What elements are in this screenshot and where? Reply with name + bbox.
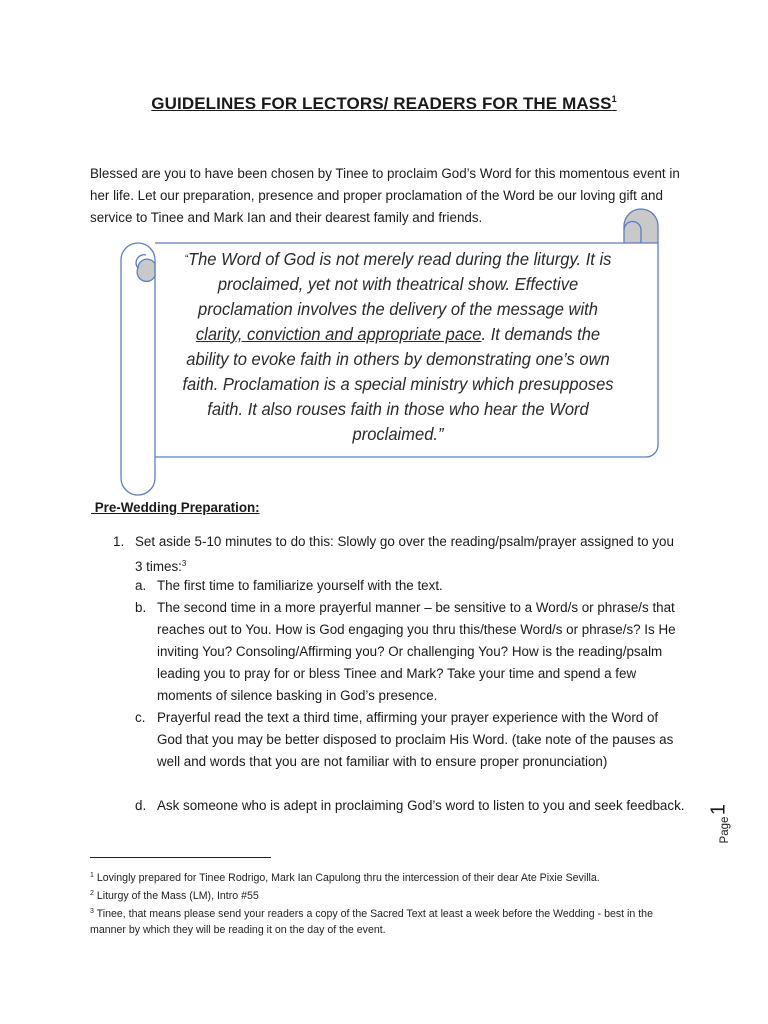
footnote-ref: 3 — [90, 908, 94, 915]
intro-paragraph: Blessed are you to have been chosen by Tinee to proclaim God’s Word for this momentous event in her life. Let our preparation, presence and proper proclamation of the Word be our loving gift and service to Tinee and Mark Ian and their dearest family and friends. — [90, 166, 680, 225]
quote-part-1: The Word of God is not merely read during the liturgy. It is proclaimed, yet not with theatrical show. Effective proclamation involves the delivery of the message with — [187, 249, 612, 319]
sub-item-text: Ask someone who is adept in proclaiming God’s word to listen to you and seek feedback. — [157, 798, 685, 813]
list-number: 1. — [113, 534, 125, 549]
footnote-ref: 2 — [90, 890, 94, 897]
footnotes — [90, 868, 690, 938]
quote-part-2: . It demands the ability to evoke faith in others by demonstrating one’s own faith. Proclamation is a special ministry which presupposes faith. It also rouses faith in those who hear the Word proclaimed.” — [182, 324, 614, 444]
footnote-text: Liturgy of the Mass (LM), Intro #55 — [93, 890, 259, 902]
sub-letter: b. — [135, 600, 147, 615]
footnote-text: Tinee, that means please send your readers a copy of the Sacred Text at least a week before the Wedding - best in the manner by which they will be reading it on the day of the event. — [90, 908, 653, 936]
page-number-value: 1 — [707, 803, 730, 816]
page-number — [707, 802, 735, 852]
list-item-text — [135, 531, 680, 578]
title-footnote-ref[interactable]: 1 — [611, 94, 617, 104]
sub-item-text: Prayerful read the text a third time, affirming your prayer experience with the Word of God that you may be better disposed to proclaim His Word. (take note of the pauses as well and words that you are not familiar with to ensure proper pronunciation) — [157, 710, 674, 769]
footnote — [90, 886, 690, 904]
footnote-ref: 1 — [90, 872, 94, 879]
sub-letter: c. — [135, 710, 146, 725]
list-footnote-ref[interactable]: 3 — [181, 559, 187, 568]
sub-letter: a. — [135, 578, 147, 593]
sub-letter: d. — [135, 798, 147, 813]
list-item-1-text: Set aside 5-10 minutes to do this: Slowly go over the reading/psalm/prayer assigned to you 3 times: — [135, 534, 674, 574]
quote-open-mark: “ — [184, 253, 188, 265]
footnote — [90, 868, 690, 886]
footnote — [90, 904, 690, 938]
scroll-left-curl — [137, 259, 155, 281]
title-text: GUIDELINES FOR LECTORS/ READERS FOR THE MASS — [151, 94, 612, 113]
footnote-divider — [90, 857, 271, 858]
quote-underlined: clarity, conviction and appropriate pace — [195, 324, 482, 344]
sub-item-text: The second time in a more prayerful manner – be sensitive to a Word/s or phrase/s that reaches out to You. How is God engaging you thru this/these Word/s or phrase/s? Is He inviting You? Consoling/Affirming you? Or challenging You? How is the reading/psalm leading you to pray for or bless Tinee and Mark? Take your time and spend a few moments of silence basking in God’s presence. — [157, 600, 676, 703]
footnote-text: Lovingly prepared for Tinee Rodrigo, Mark Ian Capulong thru the intercession of their dear Ate Pixie Sevilla. — [93, 872, 600, 884]
quote-text — [182, 247, 614, 447]
page-label: Page — [719, 816, 731, 844]
section-heading: Pre-Wedding Preparation: — [91, 500, 260, 515]
sub-item-text: The first time to familiarize yourself with the text. — [157, 578, 443, 593]
